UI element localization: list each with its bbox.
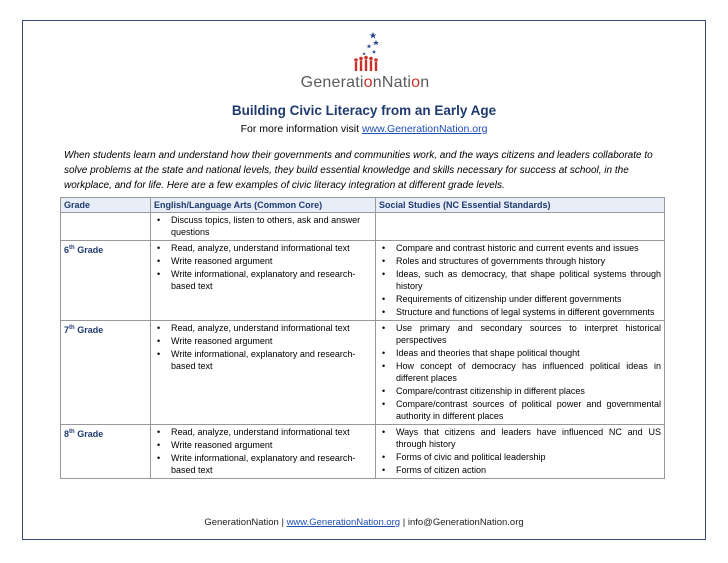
- table-row: [61, 425, 665, 479]
- header-ss: Social Studies (NC Essential Standards): [376, 198, 665, 213]
- list-item: • Compare/contrast citizenship in different places: [379, 385, 661, 397]
- document-title: Building Civic Literacy from an Early Age: [231, 103, 497, 118]
- list-item: • Write reasoned argument: [154, 335, 372, 347]
- list-item: • Discuss topics, listen to others, ask and answer questions: [154, 214, 372, 238]
- list-item: • Write informational, explanatory and research-based text: [154, 348, 372, 372]
- list-item: • Requirements of citizenship under different governments: [379, 293, 661, 305]
- logo-wordmark: GenerationNation: [300, 74, 430, 91]
- grade-cell: 7th Grade: [61, 321, 151, 425]
- list-item: • Write informational, explanatory and research-based text: [154, 268, 372, 292]
- header-grade: Grade: [61, 198, 151, 213]
- grade-cell: 8th Grade: [61, 425, 151, 479]
- list-item: • Use primary and secondary sources to interpret historical perspectives: [379, 322, 661, 346]
- list-item: • How concept of democracy has influenced political ideas in different places: [379, 360, 661, 384]
- footer-website-link[interactable]: www.GenerationNation.org: [286, 517, 401, 528]
- list-item: • Compare and contrast historic and current events and issues: [379, 242, 661, 254]
- subtitle: For more information visit www.GenerationNation.org: [240, 123, 488, 135]
- list-item: • Roles and structures of governments through history: [379, 255, 661, 267]
- list-item: • Read, analyze, understand informational text: [154, 426, 372, 438]
- stars-and-people-icon: [290, 30, 440, 76]
- list-item: • Ideas and theories that shape political thought: [379, 347, 661, 359]
- grade-table: [60, 197, 665, 479]
- table-row: [61, 321, 665, 425]
- list-item: • Ideas, such as democracy, that shape political systems through history: [379, 268, 661, 292]
- list-item: • Write informational, explanatory and research-based text: [154, 452, 372, 476]
- list-item: • Ways that citizens and leaders have influenced NC and US through history: [379, 426, 661, 450]
- list-item: • Read, analyze, understand informational text: [154, 322, 372, 334]
- list-item: • Read, analyze, understand informational text: [154, 242, 372, 254]
- list-item: • Forms of civic and political leadership: [379, 451, 661, 463]
- list-item: • Write reasoned argument: [154, 255, 372, 267]
- website-link[interactable]: www.GenerationNation.org: [361, 123, 488, 135]
- table-header-row: [61, 198, 665, 213]
- grade-cell: 6th Grade: [61, 241, 151, 321]
- table-row: [61, 213, 665, 241]
- list-item: • Forms of citizen action: [379, 464, 661, 476]
- list-item: • Write reasoned argument: [154, 439, 372, 451]
- generation-nation-logo: [290, 30, 440, 96]
- page-footer: GenerationNation | www.GenerationNation.org | info@GenerationNation.org: [204, 517, 524, 528]
- header-ela: English/Language Arts (Common Core): [151, 198, 376, 213]
- list-item: • Structure and functions of legal systems in different governments: [379, 306, 661, 318]
- list-item: • Compare/contrast sources of political power and governmental authority in different places: [379, 398, 661, 422]
- table-row: [61, 241, 665, 321]
- intro-paragraph: When students learn and understand how their governments and communities work, and the ways citizens and leaders collaborate to solve problems at the state and national levels, they build essential knowledge and skills necessary for success at school, in the workplace, and for life. Here are a few examples of civic literacy integration at different grade levels.: [64, 150, 653, 191]
